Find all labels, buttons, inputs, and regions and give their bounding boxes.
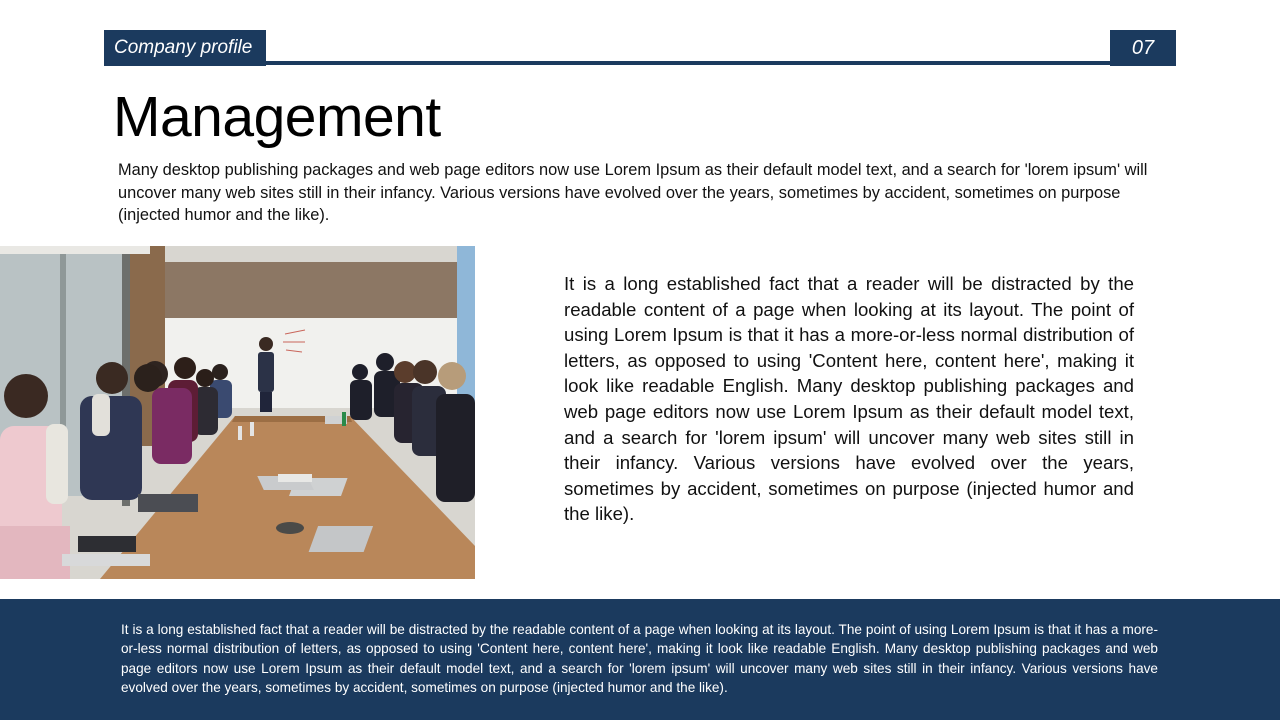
- meeting-photo: [0, 246, 475, 579]
- section-label: Company profile: [104, 30, 266, 66]
- footer-paragraph: It is a long established fact that a reader will be distracted by the readable content of a page when looking at its layout. The point of using Lorem Ipsum is that it has a more-or-less normal distribution of letters, as opposed to using 'Content here, content here', making it look like readable English. Many desktop publishing packages and web page editors now use Lorem Ipsum as their default model text, and a search for 'lorem ipsum' will uncover many web sites still in their infancy. Various versions have evolved over the years, sometimes by accident, sometimes on purpose (injected humor and the like).: [121, 622, 1158, 695]
- header-divider: [264, 61, 1112, 65]
- page-title: Management: [113, 85, 441, 149]
- footer-band: [0, 599, 1280, 720]
- body-paragraph: It is a long established fact that a reader will be distracted by the readable content of a page when looking at its layout. The point of using Lorem Ipsum is that it has a more-or-less normal distribution of letters, as opposed to using 'Content here, content here', making it look like readable English. Many desktop publishing packages and web page editors now use Lorem Ipsum as their default model text, and a search for 'lorem ipsum' will uncover many web sites still in their infancy. Various versions have evolved over the years, sometimes by accident, sometimes on purpose (injected humor and the like).: [564, 273, 1134, 525]
- intro-paragraph: Many desktop publishing packages and web page editors now use Lorem Ipsum as their default model text, and a search for 'lorem ipsum' will uncover many web sites still in their infancy. Various versions have evolved over the years, sometimes by accident, sometimes on purpose (injected humor and the like).: [118, 161, 1148, 224]
- page-number: 07: [1110, 30, 1176, 66]
